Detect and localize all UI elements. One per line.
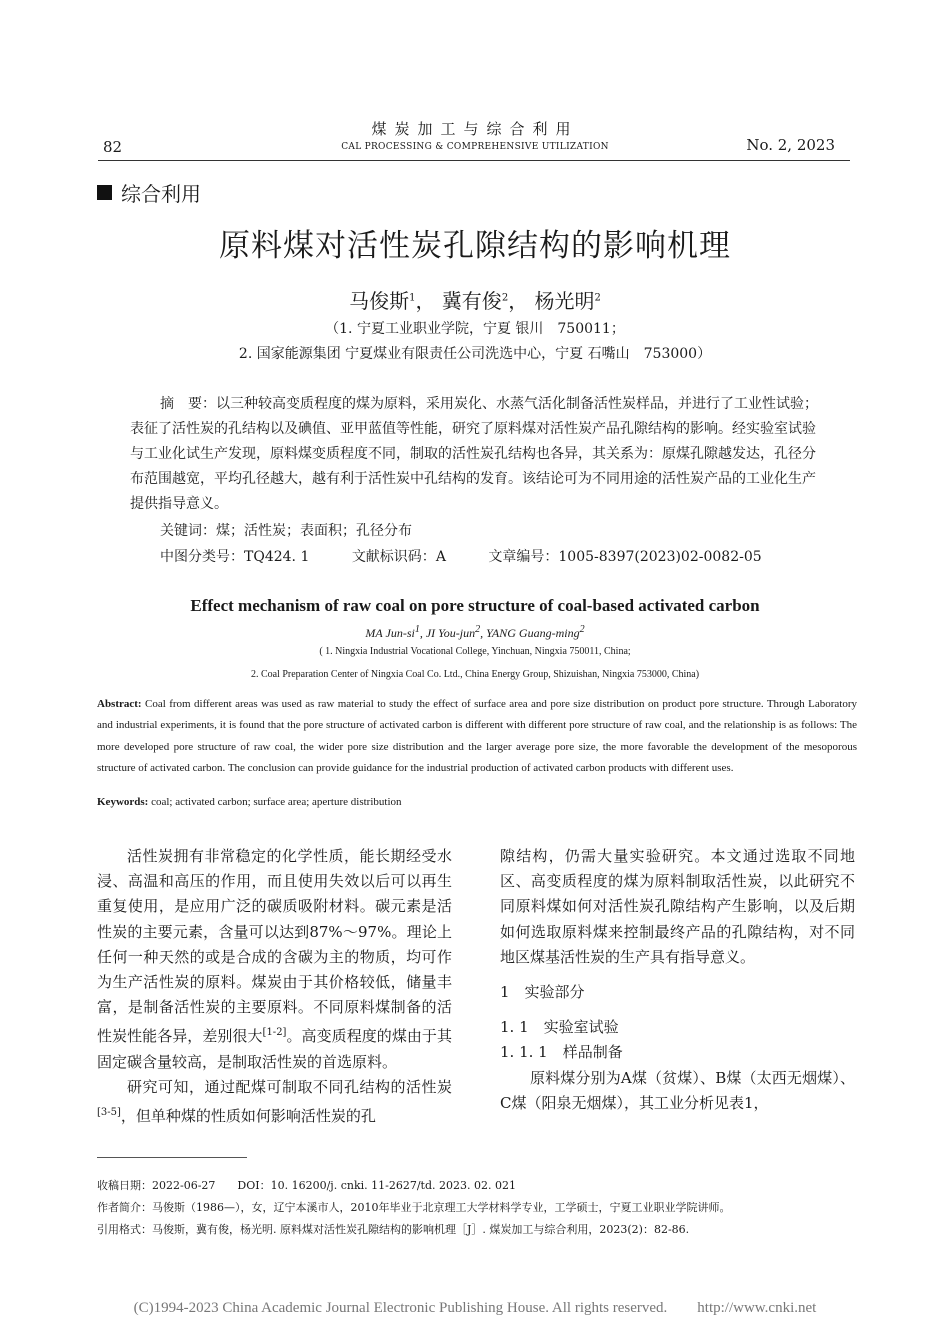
author-name: 马俊斯 bbox=[349, 289, 410, 313]
authors-en bbox=[0, 624, 950, 641]
author-name-en: YANG Guang-ming bbox=[486, 626, 580, 640]
body-column-left bbox=[97, 844, 452, 1129]
header-rule bbox=[98, 160, 850, 161]
body-paragraph: 原料煤分别为A煤（贫煤）、B煤（太西无烟煤）、C煤（阳泉无烟煤），其工业分析见表1， bbox=[500, 1068, 855, 1112]
affiliation-en-1: ( 1. Ningxia Industrial Vocational College, Yinchuan, Ningxia 750011, China; bbox=[319, 646, 631, 657]
body-text: 活性炭拥有非常稳定的化学性质，能长期经受水浸、高温和高压的作用，而且使用失效以后可以再生重复使用，是应用广泛的碳质吸附材料。碳元素是活性炭的主要元素，含量可以达到87%～97%。理论上任何一种天然的或是合成的含碳为主的物质，均可作为生产活性炭的原料。煤炭由于其价格较低，储量丰富，是制备活性炭的主要原料。不同原料煤制备的活性炭性能各异，差别很大 bbox=[97, 847, 452, 1046]
author-separator: ， bbox=[508, 289, 529, 313]
author-affil-mark: 2 bbox=[594, 292, 601, 304]
section-tag bbox=[97, 178, 201, 207]
author-name: 冀有俊 bbox=[441, 289, 502, 313]
abstract-cn-label: 摘 要： bbox=[160, 396, 216, 412]
doc-code-label: 文献标识码： bbox=[351, 549, 436, 565]
body-paragraph: 隙结构，仍需大量实验研究。本文通过选取不同地区、高变质程度的煤为原料制取活性炭，以此研究不同原料煤如何对活性炭孔隙结构产生影响，以及后期如何选取原料煤来控制最终产品的孔隙结构，对不同地区煤基活性炭的生产具有指导意义。 bbox=[500, 847, 855, 966]
section-heading: 1 实验部分 bbox=[500, 983, 585, 1002]
abstract-en-label: Abstract: bbox=[97, 698, 142, 710]
author-name-en: JI You-jun bbox=[425, 626, 476, 640]
journal-title-en: CAL PROCESSING & COMPREHENSIVE UTILIZATION bbox=[341, 142, 609, 152]
subsubsection-heading: 1. 1. 1 样品制备 bbox=[500, 1043, 623, 1062]
page-number: 82 bbox=[103, 138, 123, 156]
keywords-cn-label: 关键词： bbox=[160, 523, 216, 539]
paper-title-cn: 原料煤对活性炭孔隙结构的影响机理 bbox=[219, 228, 731, 264]
citation-ref: [3-5] bbox=[97, 1107, 121, 1119]
copyright-notice: (C)1994-2023 China Academic Journal Electronic Publishing House. All rights reserved. http://www.cnki.net bbox=[133, 1300, 817, 1316]
affiliation-cn-1: （1. 宁夏工业职业学院，宁夏 银川 750011； bbox=[325, 321, 625, 337]
author-affil-mark-en: 1 bbox=[414, 624, 420, 635]
keywords-cn-text: 煤；活性炭；表面积；孔径分布 bbox=[216, 523, 412, 539]
issue-label: No. 2, 2023 bbox=[746, 136, 835, 154]
author-separator: ， bbox=[415, 289, 436, 313]
footnote-citation: 引用格式：马俊斯，冀有俊，杨光明. 原料煤对活性炭孔隙结构的影响机理［J］. 煤炭加工与综合利用，2023(2)：82-86. bbox=[97, 1223, 690, 1236]
body-column-right bbox=[500, 844, 855, 1116]
author-affil-mark: 2 bbox=[501, 292, 509, 304]
footnote-author: 作者简介：马俊斯（1986—），女，辽宁本溪市人，2010年毕业于北京理工大学材料学专业，工学硕士，宁夏工业职业学院讲师。 bbox=[97, 1201, 731, 1214]
body-text: 。高变质程度的煤由于其固定碳含量较高，是制取活性炭的首选原料。 bbox=[97, 1027, 452, 1071]
author-affil-mark-en: 2 bbox=[475, 624, 481, 635]
abstract-cn bbox=[130, 392, 820, 517]
article-no-value: 1005-8397(2023)02-0082-05 bbox=[558, 549, 762, 565]
author-separator-en: , bbox=[480, 626, 487, 640]
abstract-en-text: Coal from different areas was used as raw material to study the effect of surface area and pore size distribution on product pore structure. Through Laboratory and industrial experiments, it is found that the pore structure of activated carbon is different with different pore structure of raw coal, and the relationship is as follows: The more developed pore structure of raw coal, the wider pore size distribution and the larger average pore size, the more favorable the development of the mesoporous structure of activated carbon. The conclusion can provide guidance for the industrial production of activated carbon products with different uses. bbox=[97, 698, 857, 774]
keywords-en-label: Keywords: bbox=[97, 796, 149, 808]
author-affil-mark-en: 2 bbox=[579, 624, 585, 635]
clc-value: TQ424. 1 bbox=[244, 549, 310, 565]
doc-code-value: A bbox=[435, 549, 446, 565]
keywords-cn bbox=[160, 520, 412, 540]
square-bullet-icon bbox=[97, 185, 112, 200]
subsection-heading: 1. 1 实验室试验 bbox=[500, 1018, 619, 1037]
article-no-label: 文章编号： bbox=[488, 549, 559, 565]
affiliation-cn-2: 2. 国家能源集团 宁夏煤业有限责任公司洗选中心，宁夏 石嘴山 753000） bbox=[238, 346, 712, 362]
body-text: 研究可知，通过配煤可制取不同孔结构的活性炭 bbox=[127, 1077, 452, 1096]
author-name-en: MA Jun-si bbox=[365, 626, 415, 640]
section-tag-label: 综合利用 bbox=[121, 182, 201, 206]
author-affil-mark: 1 bbox=[409, 292, 416, 304]
abstract-en bbox=[97, 694, 857, 779]
body-paragraph bbox=[97, 1075, 452, 1129]
footnote-rule bbox=[97, 1157, 247, 1158]
classification-line bbox=[160, 546, 762, 566]
authors-cn bbox=[0, 285, 950, 314]
author-name: 杨光明 bbox=[534, 289, 595, 313]
body-paragraph bbox=[97, 844, 452, 1075]
keywords-en-text: coal; activated carbon; surface area; aperture distribution bbox=[151, 796, 402, 808]
journal-title-cn: 煤炭加工与综合利用 bbox=[371, 120, 579, 138]
body-text: ，但单种煤的性质如何影响活性炭的孔 bbox=[120, 1107, 376, 1126]
citation-ref: [1-2] bbox=[262, 1027, 287, 1039]
clc-label: 中图分类号： bbox=[160, 549, 244, 565]
paper-title-en: Effect mechanism of raw coal on pore structure of coal-based activated carbon bbox=[190, 596, 760, 615]
keywords-en bbox=[97, 796, 402, 808]
author-separator-en: , bbox=[419, 626, 426, 640]
footnote-received: 收稿日期：2022-06-27 DOI：10. 16200/j. cnki. 11-2627/td. 2023. 02. 021 bbox=[97, 1179, 516, 1192]
abstract-cn-text: 以三种较高变质程度的煤为原料，采用炭化、水蒸气活化制备活性炭样品，并进行了工业性试验；表征了活性炭的孔结构以及碘值、亚甲蓝值等性能，研究了原料煤对活性炭产品孔隙结构的影响。经实验室试验与工业化试生产发现，原料煤变质程度不同，制取的活性炭孔结构也各异，其关系为：原煤孔隙越发达，孔径分布范围越宽，平均孔径越大，越有利于活性炭中孔结构的发育。该结论可为不同用途的活性炭产品的工业化生产提供指导意义。 bbox=[130, 396, 818, 512]
affiliation-en-2: 2. Coal Preparation Center of Ningxia Coal Co. Ltd., China Energy Group, Shizuishan, Ningxia 753000, China) bbox=[250, 669, 700, 680]
